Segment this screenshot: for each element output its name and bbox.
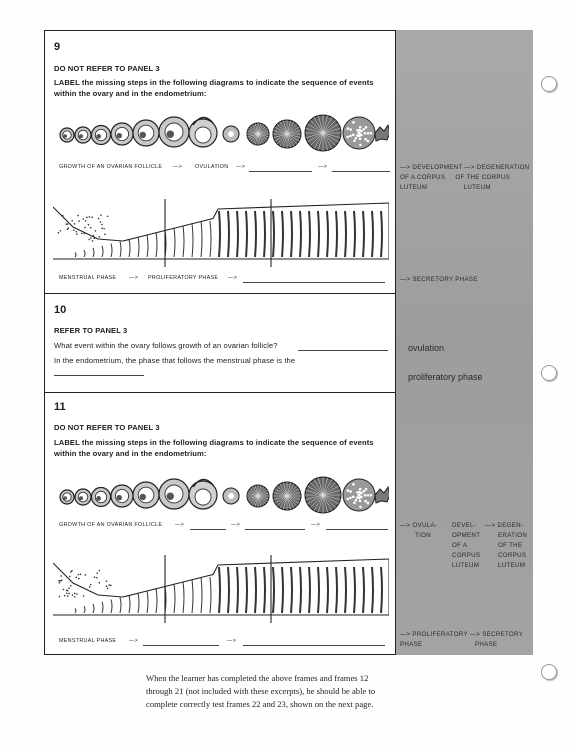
punch-hole [541,76,557,92]
answer-11-col2: DEVEL- OPMENT OF A CORPUS LUTEUM [452,522,481,569]
endo-step-label: MENSTRUAL PHASE [59,638,117,644]
instruction: DO NOT REFER TO PANEL 3 [54,423,160,432]
endo-step-label: MENSTRUAL PHASE [59,275,117,281]
task-line: LABEL the missing steps in the following diagrams to indicate the sequence of events [54,438,374,447]
answer-blank[interactable] [298,350,388,351]
arrow: —> [231,522,241,528]
frame-11 [44,392,396,655]
question: What event within the ovary follows growth of an ovarian follicle? [54,341,278,350]
instruction: DO NOT REFER TO PANEL 3 [54,64,160,73]
follicle-icon [92,126,111,145]
corpus-luteum-icon [273,482,301,510]
follicle-icon [133,120,159,146]
degenerating-corpus-icon [343,117,375,149]
answer-11-endometrium: —> PROLIFERATORY —> SECRETORY PHASE PHASE [400,631,524,648]
arrow: —> [129,275,139,281]
arrow: —> [311,522,321,528]
question: In the endometrium, the phase that follows the menstrual phase is the [54,356,296,365]
follicle-icon [111,485,133,507]
answer-blank[interactable] [249,171,312,172]
follicle-icon [75,127,91,143]
frame-9 [44,30,396,294]
arrow: —> [236,164,246,170]
degenerating-corpus-icon [343,479,375,511]
arrow: —> [129,638,139,644]
answer-blank[interactable] [326,529,388,530]
follicle-icon [60,128,74,142]
ovulation-icon [189,479,217,509]
corpus-luteum-icon [247,485,269,507]
corpus-luteum-icon [305,115,341,151]
task-line: within the ovary and in the endometrium: [54,449,207,458]
follicle-icon [133,482,159,508]
answer-blank[interactable] [143,645,219,646]
ovulation-icon [189,117,217,147]
follicle-icon [75,489,91,505]
answer-11-col1: —> OVULA- TION [400,522,438,539]
follicle-icon [92,488,111,507]
frame-number: 11 [54,401,66,413]
caption: When the learner has completed the above frames and frames 12 through 21 (not included with these excerpts), he should be able to complete correctly test frames 22 and 23, shown on the next page. [146,673,376,710]
answer-10-phase: proliferatory phase [408,372,483,382]
ovary-step-label: GROWTH OF AN OVARIAN FOLLICLE [59,164,163,170]
arrow: —> [175,522,185,528]
answer-blank[interactable] [190,529,226,530]
ovary-step-label: OVULATION [195,164,229,170]
endometrium-diagram [53,555,389,627]
task-line: within the ovary and in the endometrium: [54,89,207,98]
follicle-icon [159,479,189,509]
ovary-step-label: GROWTH OF AN OVARIAN FOLLICLE [59,522,163,528]
answer-blank[interactable] [332,171,390,172]
answer-9-endometrium: —> SECRETORY PHASE [400,276,478,283]
follicle-icon [60,490,74,504]
frame-number: 10 [54,304,67,316]
ovary-follicle-diagram [53,113,389,159]
instruction: REFER TO PANEL 3 [54,326,128,335]
ovary-follicle-diagram [53,475,389,521]
corpus-luteum-icon [273,120,301,148]
task-line: LABEL the missing steps in the following diagrams to indicate the sequence of events [54,78,374,87]
frame-10 [44,293,396,393]
answer-9-ovary: —> DEVELOPMENT —> DEGENERATION OF A CORPUS OF THE CORPUS LUTEUM LUTEUM [400,164,530,191]
corpus-luteum-icon [305,477,341,513]
follicle-icon [111,123,133,145]
endometrium-diagram [53,199,389,271]
corpus-albicans-icon [375,487,389,503]
ruptured-follicle-icon [223,126,239,142]
corpus-luteum-icon [247,123,269,145]
frame-number: 9 [54,41,61,53]
arrow: —> [318,164,328,170]
ruptured-follicle-icon [223,488,239,504]
follicle-icon [159,117,189,147]
endo-step-label: PROLIFERATORY PHASE [148,275,219,281]
punch-hole [541,664,557,680]
arrow: —> [227,638,237,644]
arrow: —> [228,275,238,281]
answer-blank[interactable] [243,282,385,283]
answer-11-col3: —> DEGEN- ERATION OF THE CORPUS LUTEUM [485,522,528,569]
punch-hole [541,365,557,381]
answer-blank[interactable] [245,529,305,530]
arrow: —> [173,164,183,170]
answer-blank[interactable] [54,375,144,376]
answer-blank[interactable] [243,645,385,646]
answer-10-ovulation: ovulation [408,343,445,353]
corpus-albicans-icon [375,125,389,141]
